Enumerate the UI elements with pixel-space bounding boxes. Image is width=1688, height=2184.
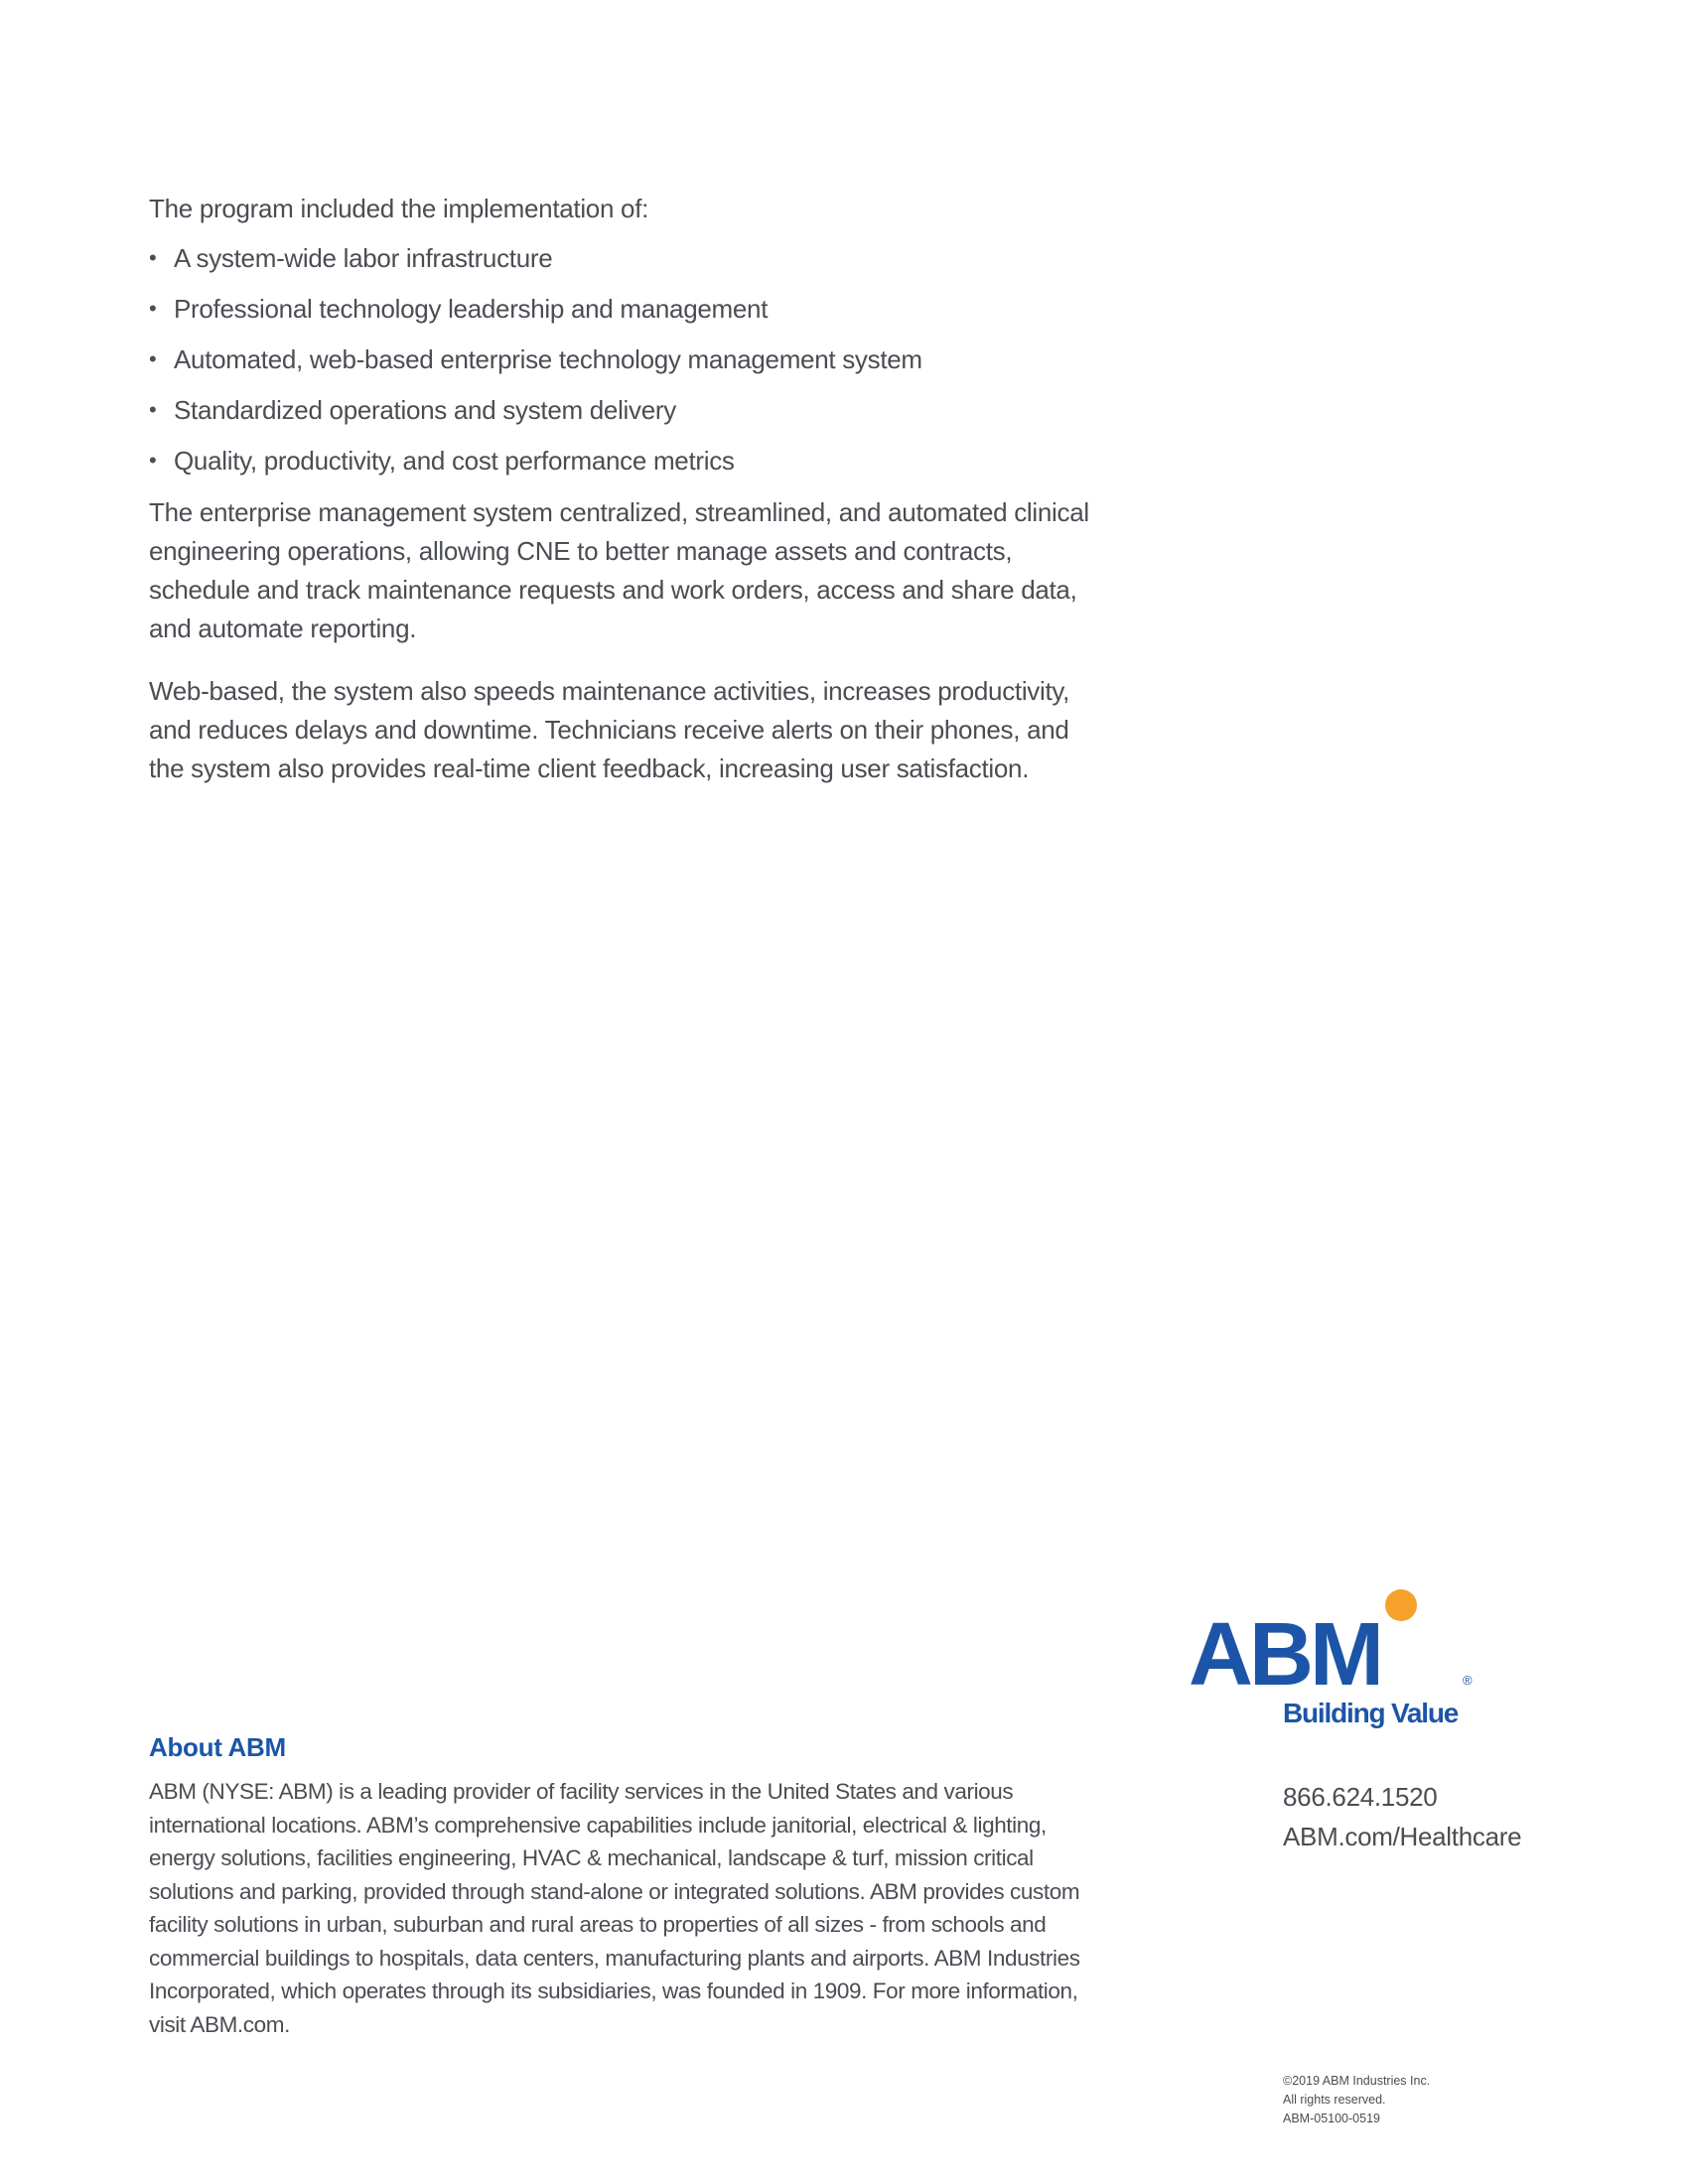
bullet-icon: • [149,245,157,270]
about-title: About ABM [149,1732,286,1762]
list-item [149,240,1102,276]
logo-tagline: Building Value [1283,1698,1459,1728]
logo-dot-icon [1385,1589,1417,1621]
bullet-icon: • [149,397,157,422]
main-content [149,191,1102,812]
phone-number: 866.624.1520 [1283,1782,1438,1812]
logo-registered-mark: ® [1463,1673,1473,1688]
logo-wordmark: ABM [1189,1605,1380,1705]
about-section [149,1732,1102,2041]
list-item-text: A system-wide labor infrastructure [174,243,553,273]
abm-logo [1187,1573,1484,1742]
list-item-text: Quality, productivity, and cost performance metrics [174,446,735,476]
list-item [149,443,1102,478]
bullet-icon: • [149,448,157,473]
website-link[interactable]: ABM.com/Healthcare [1283,1822,1522,1851]
document-code: ABM-05100-0519 [1283,2112,1380,2125]
list-item [149,392,1102,428]
bullet-icon: • [149,296,157,321]
intro-text: The program included the implementation of: [149,194,649,223]
paragraph-web-based: Web-based, the system also speeds maintenance activities, increases productivity, and reduces delays and downtime. Technicians receive alerts on their phones, and the system also provides real-time client feedback, increasing user satisfaction. [149,676,1070,783]
list-item [149,291,1102,327]
paragraph-enterprise-system: The enterprise management system centralized, streamlined, and automated clinical engineering operations, allowing CNE to better manage assets and contracts, schedule and track maintenance requests and work orders, access and share data, and automate reporting. [149,497,1089,643]
list-item-text: Standardized operations and system delivery [174,395,676,425]
list-item-text: Automated, web-based enterprise technology management system [174,344,922,374]
implementation-list [149,240,1102,478]
list-item [149,341,1102,377]
bullet-icon: • [149,346,157,371]
rights-text: All rights reserved. [1283,2093,1386,2107]
legal-notice [1283,2072,1430,2128]
contact-block [1283,1777,1521,1856]
about-body: ABM (NYSE: ABM) is a leading provider of facility services in the United States and various international locations. ABM’s comprehensive capabilities include janitorial, electrical & lighting, energy solutions, facilities engineering, HVAC & mechanical, landscape & turf, mission critical solutions and parking, provided through stand-alone or integrated solutions. ABM provides custom facility solutions in urban, suburban and rural areas to properties of all sizes - from schools and commercial buildings to hospitals, data centers, manufacturing plants and airports. ABM Industries Incorporated, which operates through its subsidiaries, was founded in 1909. For more information, visit ABM.com. [149,1779,1080,2037]
list-item-text: Professional technology leadership and management [174,294,769,324]
copyright-text: ©2019 ABM Industries Inc. [1283,2074,1431,2088]
